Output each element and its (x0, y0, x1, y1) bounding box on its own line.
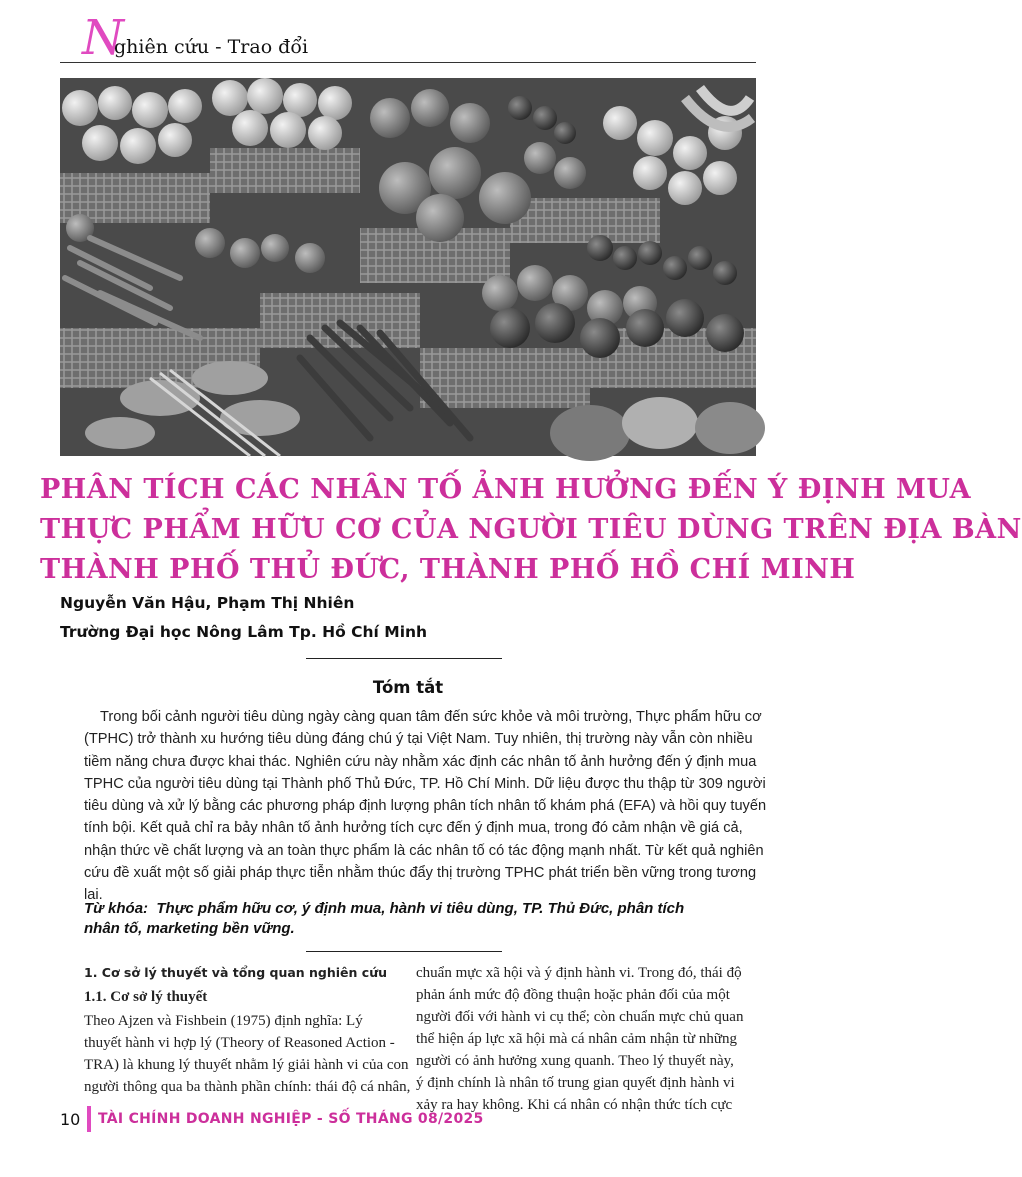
section-heading-1: 1. Cơ sở lý thuyết và tổng quan nghiên cứu (84, 965, 387, 980)
authors: Nguyễn Văn Hậu, Phạm Thị Nhiên (60, 594, 355, 612)
body-line: người có ảnh hưởng xung quanh. Theo lý thuyết này, (416, 1053, 734, 1069)
body-line: phản ánh mức độ đồng thuận hoặc phản đối của một (416, 987, 730, 1003)
body-line: thuyết hành vi hợp lý (Theory of Reasoned Action - (84, 1035, 395, 1051)
body-line: thể hiện áp lực xã hội mà cá nhân cảm nhận từ những (416, 1031, 737, 1047)
affiliation: Trường Đại học Nông Lâm Tp. Hồ Chí Minh (60, 623, 428, 641)
body-line: người thông qua ba thành phần chính: thái độ cá nhân, (84, 1079, 411, 1095)
subsection-heading-1-1: 1.1. Cơ sở lý thuyết (84, 989, 208, 1005)
abstract-body (84, 706, 767, 907)
keywords (84, 899, 756, 939)
body-line: xảy ra hay không. Khi cá nhân có nhận thức tích cực (416, 1097, 733, 1113)
separator (306, 658, 502, 659)
title-line: THÀNH PHỐ THỦ ĐỨC, THÀNH PHỐ HỒ CHÍ MINH (40, 554, 856, 585)
header-rule (60, 62, 756, 63)
market-produce-photo (60, 78, 756, 456)
keywords-label: Từ khóa: (84, 900, 149, 917)
body-line: chuẩn mực xã hội và ý định hành vi. Trong đó, thái độ (416, 965, 742, 981)
article-title (40, 470, 1022, 590)
keywords-text: Thực phẩm hữu cơ, ý định mua, hành vi tiêu dùng, TP. Thủ Đức, phân tích (156, 900, 685, 917)
body-line: TRA) là khung lý thuyết nhằm lý giải hành vi của con (84, 1057, 409, 1073)
section-initial-letter: N (82, 10, 124, 66)
title-line: PHÂN TÍCH CÁC NHÂN TỐ ẢNH HƯỞNG ĐẾN Ý ĐỊNH MUA (40, 474, 972, 505)
abstract-line: cứu đề xuất một số giải pháp thực tiễn nhằm thúc đẩy thị trường TPHC phát triển bền vững trong tương (84, 865, 757, 882)
separator (306, 951, 502, 952)
right-column (416, 962, 756, 1116)
abstract-line: TPHC của người tiêu dùng tại Thành phố Thủ Đức, TP. Hồ Chí Minh. Dữ liệu được thu thập từ 309 người (84, 775, 766, 792)
abstract-line: lai. (84, 887, 103, 904)
title-line: THỰC PHẨM HỮU CƠ CỦA NGƯỜI TIÊU DÙNG TRÊN ĐỊA BÀN (40, 514, 1022, 545)
body-line: ý định chính là nhân tố trung gian quyết định hành vi (416, 1075, 735, 1091)
footer-divider (87, 1106, 91, 1132)
abstract-line: tiêu dùng và xử lý bằng các phương pháp định lượng phân tích nhân tố khám phá (EFA) và hồi quy tuyến (84, 798, 767, 815)
abstract-heading: Tóm tắt (372, 678, 444, 697)
abstract-line: Trong bối cảnh người tiêu dùng ngày càng quan tâm đến sức khỏe và môi trường, Thực phẩm hữu cơ (100, 709, 762, 725)
body-line: người đối với hành vi cụ thể; còn chuẩn mực chủ quan (416, 1009, 744, 1025)
left-column (84, 962, 411, 1098)
page-number: 10 (60, 1110, 81, 1129)
abstract-line: (TPHC) trở thành xu hướng tiêu dùng đáng chú ý tại Việt Nam. Tuy nhiên, thị trường này vẫn còn nhiều (84, 731, 753, 748)
section-heading: ghiên cứu - Trao đổi (114, 36, 309, 58)
abstract-line: nhận thức về chất lượng và an toàn thực phẩm là các nhân tố có tác động mạnh nhất. Từ kết quả nghiên (84, 842, 764, 859)
abstract-line: tiềm năng chưa được khai thác. Nghiên cứu này nhằm xác định các nhân tố ảnh hưởng đến ý định mua (84, 753, 757, 770)
body-line: Theo Ajzen và Fishbein (1975) định nghĩa: Lý (84, 1013, 363, 1029)
keywords-text: nhân tố, marketing bền vững. (84, 920, 295, 937)
journal-name: TÀI CHÍNH DOANH NGHIỆP - SỐ THÁNG 08/2025 (98, 1111, 484, 1127)
abstract-line: tính bội. Kết quả chỉ ra bảy nhân tố ảnh hưởng tích cực đến ý định mua, trong đó cảm nhận về giá cả, (84, 820, 743, 837)
